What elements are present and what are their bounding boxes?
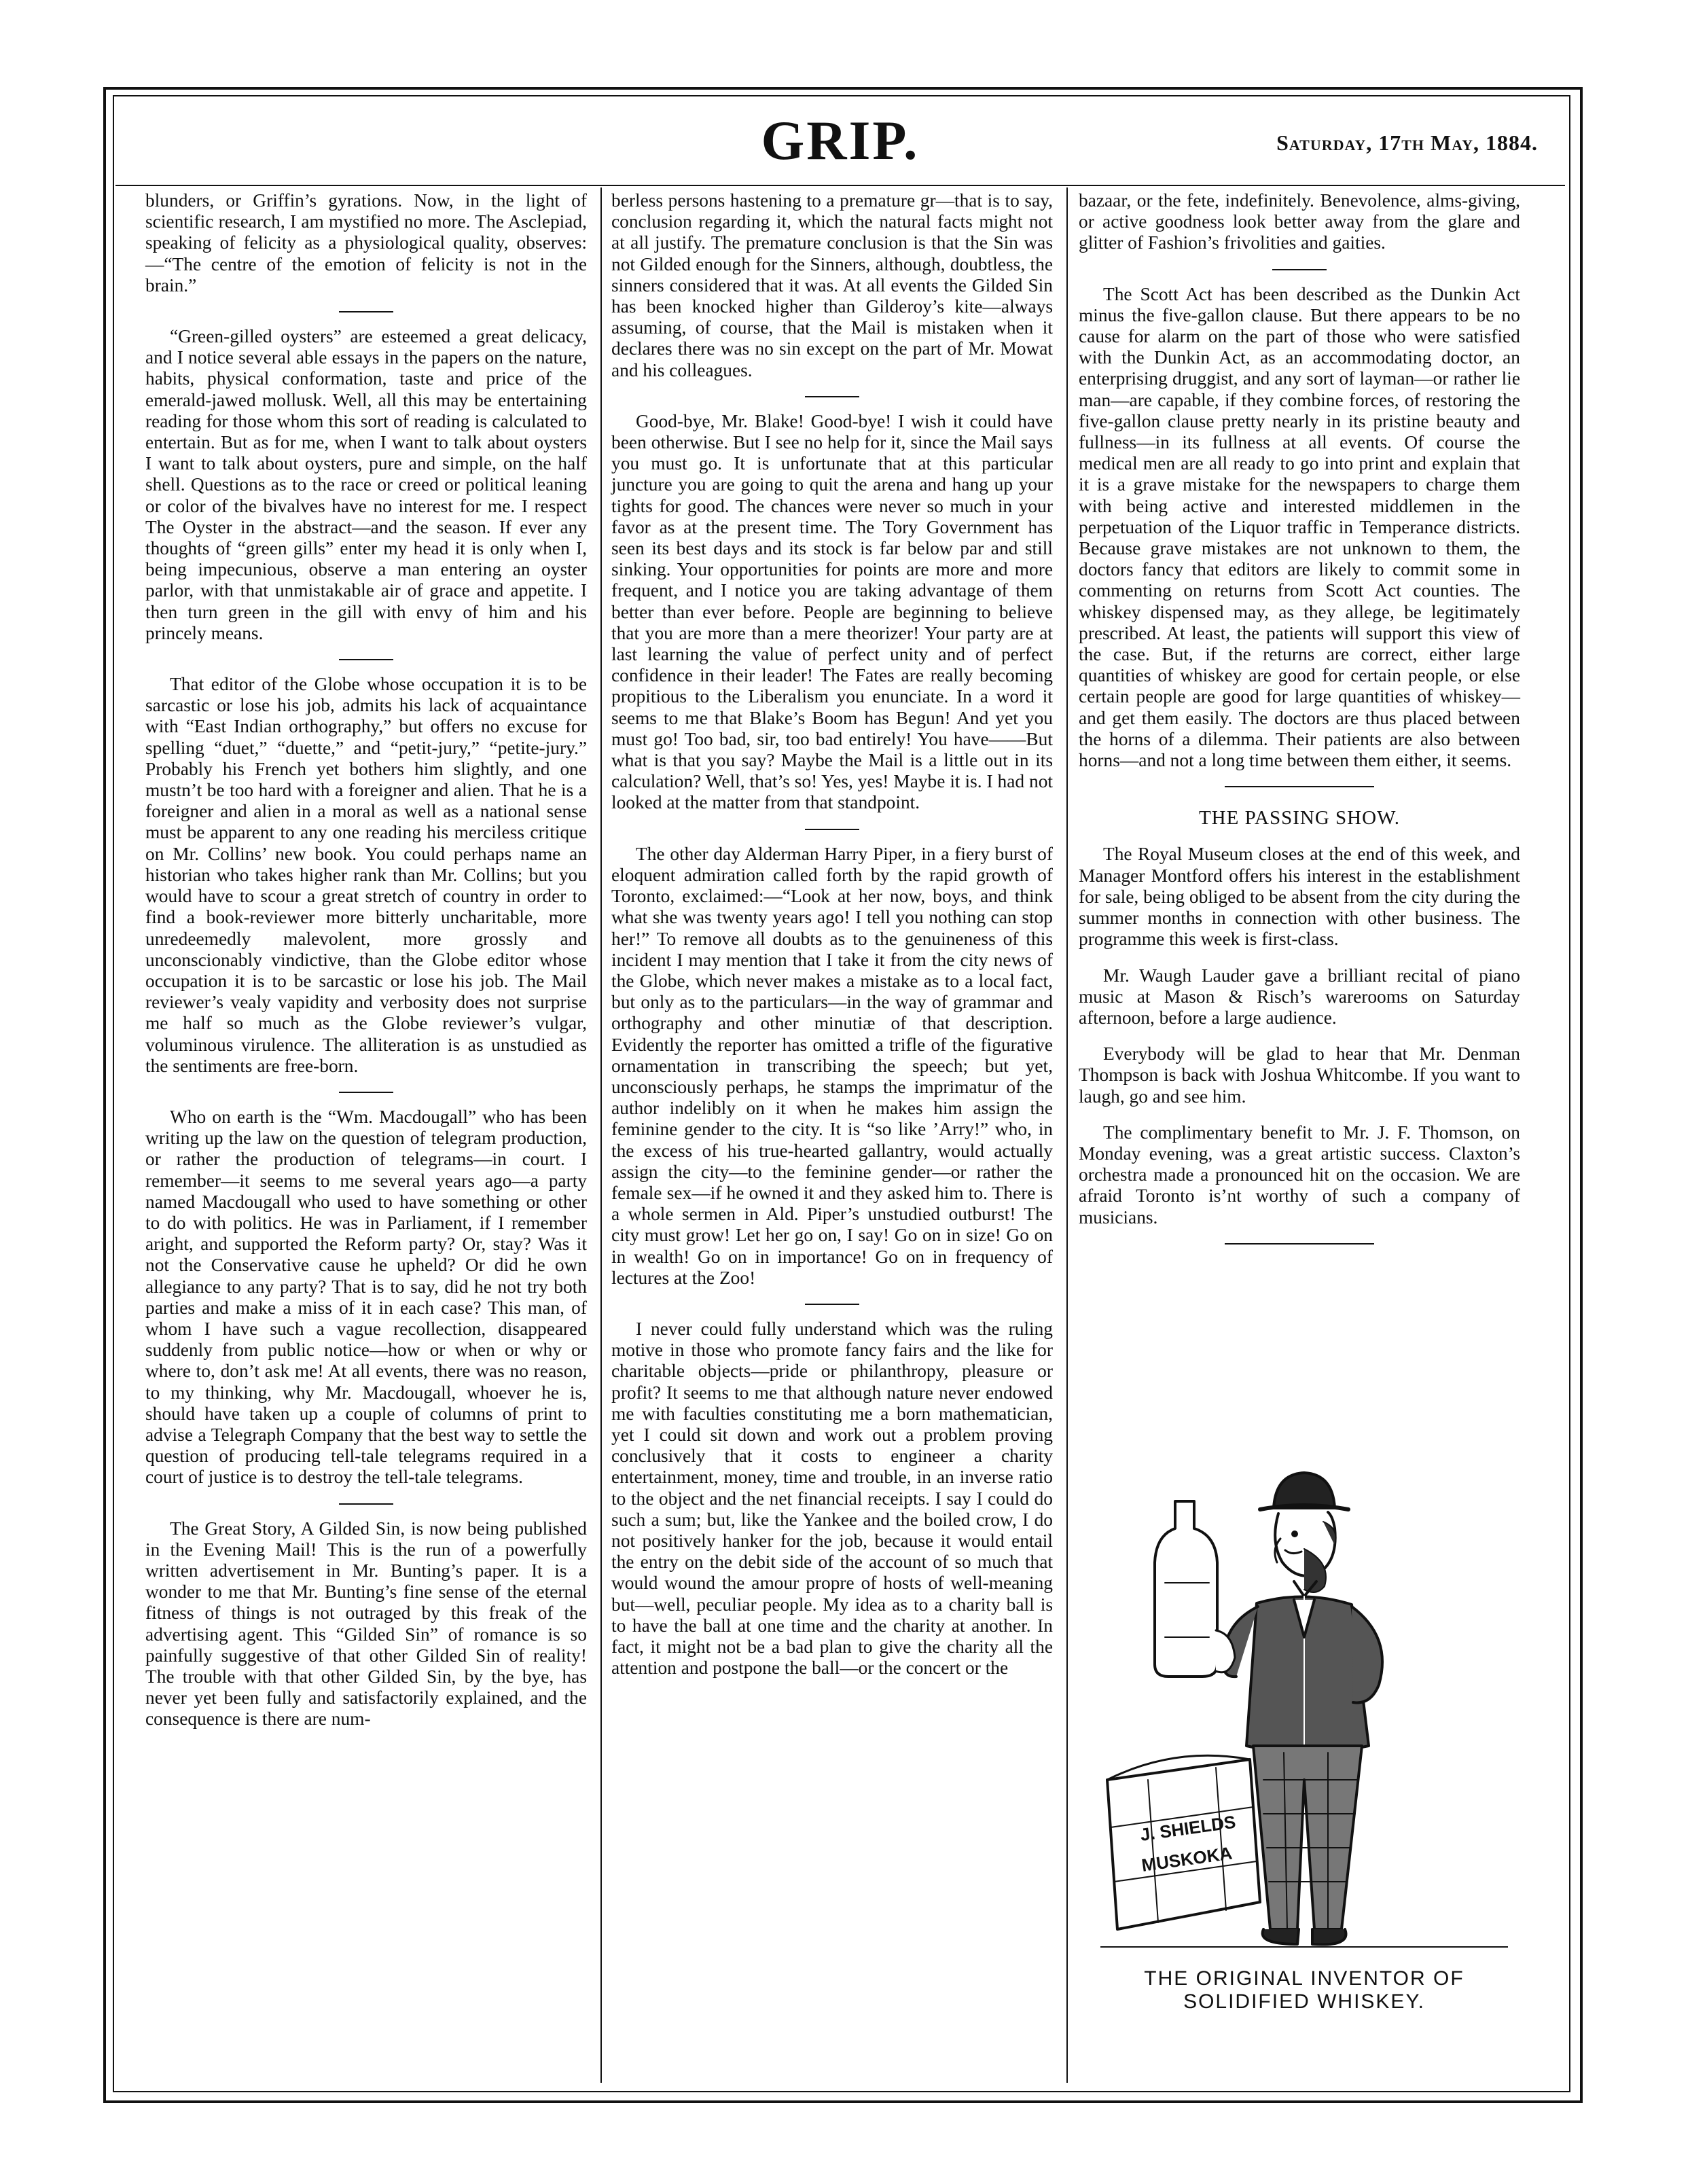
passing-show-paragraph: The Royal Museum closes at the end of this week, and Manager Montford offers his interest in the establishment for sale, being obliged to be absent from the city during the summer months in connection with other business. The programme this week is first-class. [1079, 844, 1520, 950]
article-paragraph: blunders, or Griffin’s gyrations. Now, in the light of scientific research, I am mystified no more. The Asclepiad, speaking of felicity as a physiological quality, observes:—“The centre of the emotion of felicity is not in the brain.” [145, 190, 587, 296]
section-separator [339, 1503, 393, 1505]
passing-show-paragraph: Mr. Waugh Lauder gave a brilliant recital of piano music at Mason & Risch’s warerooms on Saturday afternoon, before a large audience. [1079, 965, 1520, 1028]
article-paragraph: That editor of the Globe whose occupation it is to be sarcastic or lose his job, admits his lack of acquaintance with “East Indian orthography,” but offers no excuse for spelling “duet,” “duette,” and “petit-jury,” “petite-jury.” Probably his French yet bothers him slightly, and one mustn’t be too hard with a foreigner and alien. That he is a foreigner and alien in a moral as well as a national sense must be apparent to any one reading his merciless critique on Mr. Collins’ new book. You could perhaps name an historian who takes higher rank than Mr. Collins; but you would have to scour a great stretch of country in order to find a book-reviewer more bitterly uncharitable, more unredeemedly malevolent, more grossly and unconscionably vindictive, than the Globe editor whose occupation it is to be sarcastic or lose his job. The Mail reviewer’s vealy vapidity and verbosity does not surprise me half so much as the Globe reviewer’s vulgar, voluminous virulence. The alliteration is as unstudied as the sentiments are free-born. [145, 674, 587, 1076]
section-separator [339, 1092, 393, 1093]
article-paragraph: bazaar, or the fete, indefinitely. Benevolence, alms-giving, or active goodness look better away from the glare and glitter of Fashion’s frivolities and gaities. [1079, 190, 1520, 253]
section-separator [805, 829, 859, 830]
column-1 [145, 190, 587, 1745]
article-paragraph: “Green-gilled oysters” are esteemed a great delicacy, and I notice several able essays in the papers on the nature, habits, physical conformation, taste and price of the emerald-jawed mollusk. Well, all this may be entertaining reading for those whom this sort of reading is calculated to entertain. But as for me, when I want to talk about oysters I want to talk about oysters, pure and simple, on the half shell. Questions as to the race or creed or political leaning or color of the bivalves have no interest for me. I respect The Oyster in the abstract—and the season. If ever any thoughts of “green gills” enter my head it is only when I, being impecunious, observe a man entering an oyster parlor, with that unmistakable air of grace and appetite. I then turn green in the gill with envy of him and his princely means. [145, 326, 587, 643]
masthead-title: GRIP. [761, 109, 920, 171]
issue-date: Saturday, 17th May, 1884. [1276, 130, 1538, 155]
article-paragraph: berless persons hastening to a premature gr—that is to say, conclusion regarding it, which the natural facts might not at all justify. The premature conclusion is that the Sin was not Gilded enough for the Sinners, although, doubtless, the sinners considered that it was. At all events the Gilded Sin has been knocked higher than Gilderoy’s kite—always assuming, of course, that the Mail is mistaken when it declares there was no sin except on the part of Mr. Mowat and his colleagues. [611, 190, 1053, 380]
article-paragraph: The other day Alderman Harry Piper, in a fiery burst of eloquent admiration called forth by the rapid growth of Toronto, exclaimed:—“Look at her now, boys, and think what she was twenty years ago! I tell you nothing can stop her!” To remove all doubts as to the genuineness of this incident I may mention that I take it from the city news of the Globe, which never makes a mistake as to a local fact, but only as to the particulars—in the way of grammar and orthography and other minutiæ of that description. Evidently the reporter has omitted a trifle of the figurative ornamentation in transcribing the speech; but yet, unconsciously perhaps, he stamps the imprimatur of the author indelibly on it when he makes him assign the feminine gender to the city. It is “so like ’Arry!” who, in the excess of his true-hearted gallantry, would actually assign the city—to the feminine gender—or rather the female sex—if he owned it and they asked him to. There is a whole sermen in Ald. Piper’s unstudied outburst! The city must grow! Let her go on, I say! Go on in size! Go on in wealth! Go on in importance! Go on in frequency of lectures at the Zoo! [611, 843, 1053, 1288]
page-header [115, 102, 1565, 182]
cartoon-illustration [1100, 1461, 1508, 1963]
trunk-label-1: J. SHIELDS [1138, 1811, 1238, 1845]
caption-line-1: THE ORIGINAL INVENTOR OF [1144, 1967, 1464, 1990]
article-paragraph: I never could fully understand which was the ruling motive in those who promote fancy fairs and the like for charitable objects—pride or philanthropy, pleasure or profit? It seems to me that although nature never endowed me with faculties constituting me a born mathematician, yet I could sit down and work out a problem proving conclusively that it costs to engineer a charity entertainment, money, time and trouble, in an inverse ratio to the object and the net financial receipts. I say I could do such a sum; but, like the Yankee and the boiled crow, I do not positively hanker for the job, because it would entail the entry on the debit side of the account of so much that would wound the amour propre of hosts of well-meaning but—well, peculiar people. My idea as to a charity ball is to have the ball at one time and the charity at another. In fact, it might not be a bad plan to give the charity all the attention and postpone the ball—or the concert or the [611, 1318, 1053, 1679]
article-paragraph: The Scott Act has been described as the Dunkin Act minus the five-gallon clause. But there appears to be no cause for alarm on the part of those who were satisfied with the Dunkin Act, as an accommodating doctor, an enterprising druggist, and any sort of layman—or rather lie man—are capable, if they combine forces, of restoring the five-gallon clause pretty nearly in its pristine beauty and fullness—in its fullness at all events. Of course the medical men are all ready to go into print and explain that it is a grave mistake for the newspapers to charge them with being active and interested middlemen in the perpetuation of the Liquor traffic in Temperance districts. Because grave mistakes are not unknown to them, the doctors fancy that editors are likely to commit some in commenting on returns from Scott Act counties. The whiskey dispensed may, as they allege, be legitimately prescribed. At least, the patients will support this view of the case. But, if the returns are correct, either large quantities of whiskey are good for certain people, or else certain people are good for large quantities of whiskey—and get them easily. The doctors are thus placed between the horns of a dilemma. Their patients are also between horns—and not a long time between them either, it seems. [1079, 283, 1520, 771]
cartoon-caption [1087, 1967, 1522, 2013]
article-paragraph: Good-bye, Mr. Blake! Good-bye! I wish it could have been otherwise. But I see no help for it, since the Mail says you must go. It is unfortunate that at this particular juncture you are going to quit the arena and hang up your tights for good. The chances were never so much in your favor as at the present time. The Tory Government has seen its best days and its stock is far below par and still sinking. Your opportunities for points are more and more frequent, and I notice you are taking advantage of them better than ever before. People are beginning to believe that you are more than a mere theorizer! Your party are at last learning the value of perfect unity and of perfect confidence in their leader! The Fates are really becoming propitious to the Liberalism you enunciate. In a word it seems to me that Blake’s Boom has Begun! And yet you must go! Too bad, sir, too bad entirely! You have——But what is that you say? Maybe the Mail is a little out in its calculation? Well, that’s so! Yes, yes! Maybe it is. I had not looked at the matter from that standpoint. [611, 410, 1053, 813]
caption-line-2: SOLIDIFIED WHISKEY. [1183, 1990, 1425, 2013]
bowler-hat-icon [1274, 1473, 1335, 1508]
article-paragraph: The Great Story, A Gilded Sin, is now being published in the Evening Mail! This is the run of a powerfully written advertisement in Mr. Bunting’s paper. It is a wonder to me that Mr. Bunting’s fine sense of the eternal fitness of things is not outraged by this freak of the advertising agent. This “Gilded Sin” of romance is so painfully suggestive of that other Gilded Sin of reality! The trouble with that other Gilded Sin, by the bye, has never yet been fully and satisfactorily explained, and the consequence is there are num- [145, 1518, 587, 1730]
passing-show-paragraph: Everybody will be glad to hear that Mr. Denman Thompson is back with Joshua Whitcombe. If you want to laugh, go and see him. [1079, 1043, 1520, 1107]
section-separator [805, 1304, 859, 1305]
section-separator [1272, 269, 1327, 270]
section-separator [805, 396, 859, 397]
section-separator [339, 311, 393, 312]
passing-show-heading: THE PASSING SHOW. [1198, 807, 1401, 829]
column-divider-2 [1066, 187, 1068, 2083]
passing-show-paragraph: The complimentary benefit to Mr. J. F. Thomson, on Monday evening, was a great artistic success. Claxton’s orchestra made a pronounced hit on the occasion. We are afraid Toronto is’nt worthy of such a company of musicians. [1079, 1122, 1520, 1228]
trunk-label-2: MUSKOKA [1140, 1842, 1234, 1876]
section-separator [339, 659, 393, 660]
section-separator [1225, 786, 1374, 787]
column-3 [1079, 190, 1520, 1259]
column-divider-1 [600, 187, 602, 2083]
column-2 [611, 190, 1053, 1694]
trunk-icon [1107, 1759, 1260, 1929]
bottle-icon [1155, 1501, 1217, 1677]
section-separator [1225, 1243, 1374, 1245]
header-rule [115, 185, 1565, 186]
article-paragraph: Who on earth is the “Wm. Macdougall” who has been writing up the law on the question of telegram production, or rather the production of telegrams—in court. I remember—it seems to me several years ago—a party named Macdougall who used to have something or other to do with politics. He was in Parliament, if I remember aright, and supported the Reform party? Or, stay? Was it not the Conservative cause he upheld? Or did he own allegiance to any party? That is to say, did he not try both parties and make a miss of it in each case? This man, of whom I have such a vague recollection, disappeared suddenly from public notice—how or when or why or where to, don’t ask me! At all events, there was no reason, to my thinking, why Mr. Macdougall, whoever he is, should have taken up a couple of columns of print to advise a Telegraph Company that the best way to settle the question of producing tell-tale telegrams required in a court of justice is to destroy the tell-tale telegrams. [145, 1106, 587, 1488]
